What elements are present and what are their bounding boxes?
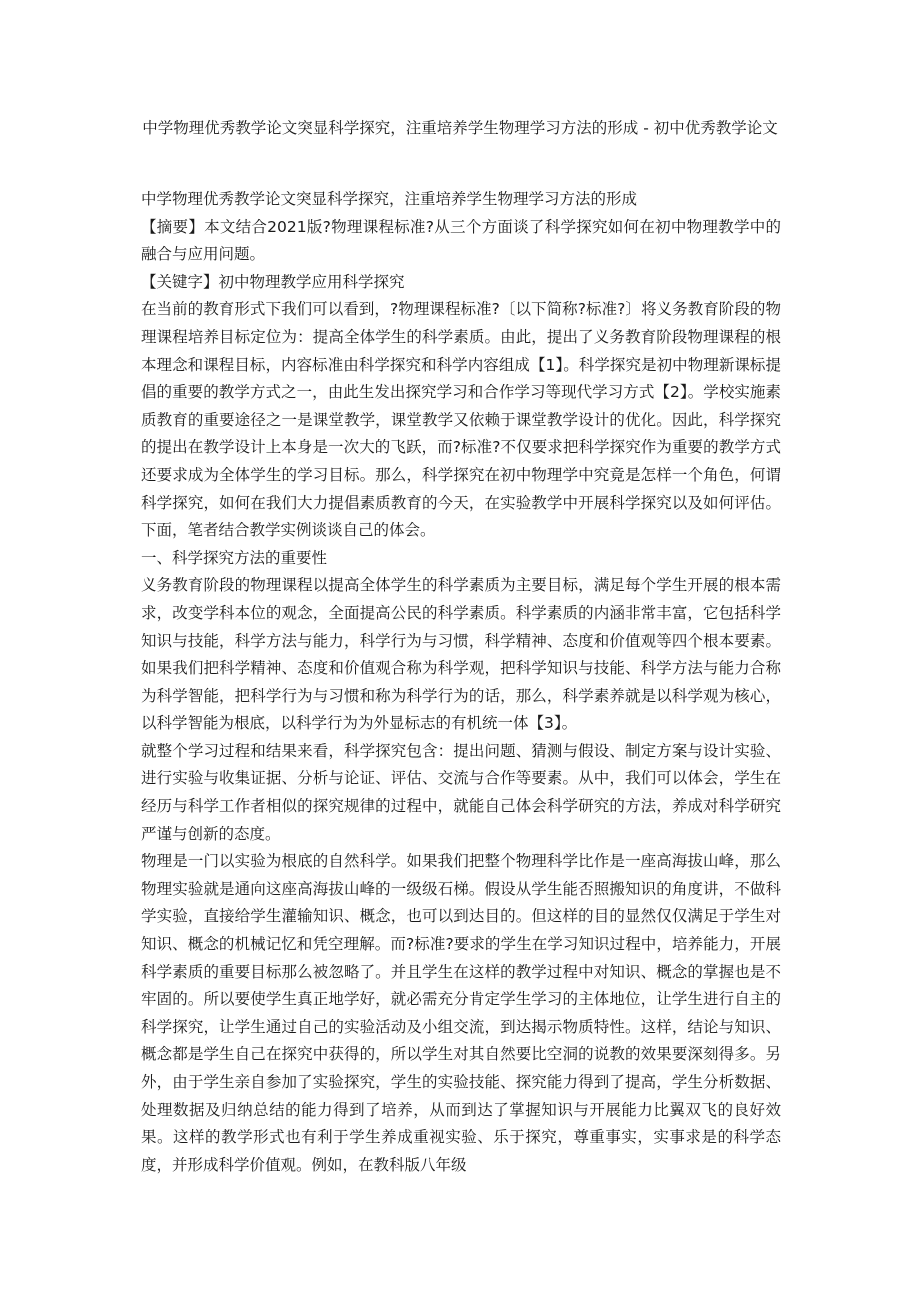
abstract-paragraph: 【摘要】本文结合2021版?物理课程标准?从三个方面谈了科学探究如何在初中物理教学中的融合与应用问题。 <box>141 217 781 264</box>
document-title: 中学物理优秀教学论文突显科学探究，注重培养学生物理学习方法的形成 - 初中优秀教学论文 <box>142 119 778 137</box>
body-paragraph: 在当前的教育形式下我们可以看到，?物理课程标准?〔以下简称?标准?〕将义务教育阶段的物理课程培养目标定位为：提高全体学生的科学素质。由此，提出了义务教育阶段物理课程的根本理念和课程目标，内容标准由科学探究和科学内容组成【1】。科学探究是初中物理新课标提倡的重要的教学方式之一，由此生发出探究学习和合作学习等现代学习方式【2】。学校实施素质教育的重要途径之一是课堂教学，课堂教学又依赖于课堂教学设计的优化。因此，科学探究的提出在教学设计上本身是一次大的飞跃，而?标准?不仅要求把科学探究作为重要的教学方式还要求成为全体学生的学习目标。那么，科学探究在初中物理学中究竟是怎样一个角色，何谓科学探究，如何在我们大力提倡素质教育的今天，在实验教学中开展科学探究以及如何评估。下面，笔者结合教学实例谈谈自己的体会。 <box>141 300 781 540</box>
body-paragraph: 义务教育阶段的物理课程以提高全体学生的科学素质为主要目标，满足每个学生开展的根本需求，改变学科本位的观念，全面提高公民的科学素质。科学素质的内涵非常丰富，它包括科学知识与技能，科学方法与能力，科学行为与习惯，科学精神、态度和价值观等四个根本要素。如果我们把科学精神、态度和价值观合称为科学观，把科学知识与技能、科学方法与能力合称为科学智能，把科学行为与习惯和称为科学行为的话，那么，科学素养就是以科学观为核心，以科学智能为根底，以科学行为为外显标志的有机统一体【3】。 <box>141 576 781 733</box>
body-paragraph: 物理是一门以实验为根底的自然科学。如果我们把整个物理科学比作是一座高海拔山峰，那么物理实验就是通向这座高海拔山峰的一级级石梯。假设从学生能否照搬知识的角度讲，不做科学实验，直接给学生灌输知识、概念，也可以到达目的。但这样的目的显然仅仅满足于学生对知识、概念的机械记忆和凭空理解。而?标准?要求的学生在学习知识过程中，培养能力，开展科学素质的重要目标那么被忽略了。并且学生在这样的教学过程中对知识、概念的掌握也是不牢固的。所以要使学生真正地学好，就必需充分肯定学生学习的主体地位，让学生进行自主的科学探究，让学生通过自己的实验活动及小组交流，到达揭示物质特性。这样，结论与知识、概念都是学生自己在探究中获得的，所以学生对其自然要比空洞的说教的效果要深刻得多。另外，由于学生亲自参加了实验探究，学生的实验技能、探究能力得到了提高，学生分析数据、处理数据及归纳总结的能力得到了培养，从而到达了掌握知识与开展能力比翼双飞的良好效果。这样的教学形式也有利于学生养成重视实验、乐于探究，尊重事实，实事求是的科学态度，并形成科学价值观。例如，在教科版八年级 <box>141 852 781 1174</box>
document-body <box>141 186 781 1179</box>
body-paragraph: 就整个学习过程和结果来看，科学探究包含：提出问题、猜测与假设、制定方案与设计实验、进行实验与收集证据、分析与论证、评估、交流与合作等要素。从中，我们可以体会，学生在经历与科学工作者相似的探究规律的过程中，就能自己体会科学研究的方法，养成对科学研究严谨与创新的态度。 <box>141 741 781 843</box>
section-heading: 一、科学探究方法的重要性 <box>141 548 328 567</box>
article-subtitle: 中学物理优秀教学论文突显科学探究，注重培养学生物理学习方法的形成 <box>141 190 638 208</box>
keywords-paragraph: 【关键字】初中物理教学应用科学探究 <box>141 272 405 291</box>
